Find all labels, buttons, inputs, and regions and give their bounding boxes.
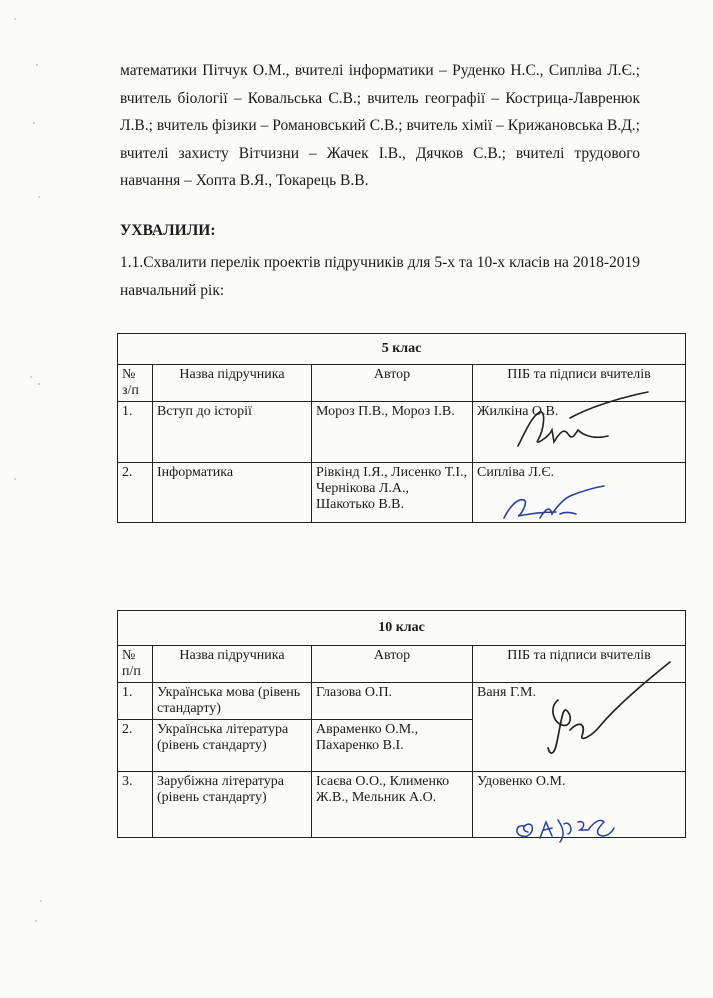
row-title: Вступ до історії: [153, 402, 312, 463]
column-header-teacher: ПІБ та підписи вчителів: [473, 365, 686, 402]
table-row: [118, 463, 686, 523]
table-caption-row: [118, 611, 686, 646]
scan-speck: [35, 920, 37, 922]
scan-speck: [38, 196, 40, 198]
grade-10-table: [117, 610, 686, 838]
row-number: 1.: [118, 402, 153, 463]
column-header-author: Автор: [312, 365, 473, 402]
row-author: Глазова О.П.: [312, 683, 473, 720]
row-teacher: Удовенко О.М.: [473, 772, 686, 838]
scan-speck: [30, 376, 32, 378]
scan-speck: [36, 64, 38, 66]
table-caption-row: [118, 334, 686, 365]
decided-heading: УХВАЛИЛИ:: [120, 222, 216, 239]
row-teacher: Жилкіна О.В.: [473, 402, 686, 463]
table-caption: 5 клас: [118, 334, 686, 365]
table-row: [118, 402, 686, 463]
row-author: Мороз П.В., Мороз І.В.: [312, 402, 473, 463]
scan-speck: [14, 478, 16, 480]
column-header-teacher: ПІБ та підписи вчителів: [473, 646, 686, 683]
column-header-number: № з/п: [118, 365, 153, 402]
scan-speck: [40, 900, 42, 902]
scan-speck: [38, 383, 40, 385]
row-title: Інформатика: [153, 463, 312, 523]
row-teacher: Сипліва Л.Є.: [473, 463, 686, 523]
scan-speck: [33, 122, 35, 124]
scan-speck: [14, 18, 16, 20]
row-number: 1.: [118, 683, 153, 720]
table-caption: 10 клас: [118, 611, 686, 646]
row-author: Ісаєва О.О., Клименко Ж.В., Мельник А.О.: [312, 772, 473, 838]
row-teacher: Ваня Г.М.: [473, 683, 686, 772]
grade-5-table: [117, 333, 686, 523]
row-number: 2.: [118, 463, 153, 523]
table-header-row: [118, 365, 686, 402]
table-header-row: [118, 646, 686, 683]
column-header-number: № п/п: [118, 646, 153, 683]
row-title: Зарубіжна література (рівень стандарту): [153, 772, 312, 838]
column-header-title: Назва підручника: [153, 365, 312, 402]
column-header-title: Назва підручника: [153, 646, 312, 683]
column-header-author: Автор: [312, 646, 473, 683]
row-title: Українська мова (рівень стандарту): [153, 683, 312, 720]
row-number: 2.: [118, 720, 153, 772]
staff-list-paragraph: математики Пітчук О.М., вчителі інформатики – Руденко Н.С., Сипліва Л.Є.; вчитель біології – Ковальська С.В.; вчитель географії – Кострица-Лавренюк Л.В.; вчитель фізики – Романовський С.В.; вчитель хімії – Крижановська В.Д.; вчителі захисту Вітчизни – Жачек І.В., Дячков С.В.; вчителі трудового навчання – Хопта В.Я., Токарець В.В.: [120, 62, 640, 189]
table-row: [118, 683, 686, 720]
decision-paragraph: 1.1.Схвалити перелік проектів підручників для 5-х та 10-х класів на 2018-2019 навчальний рік:: [120, 254, 640, 299]
table-row: [118, 772, 686, 838]
row-author: Авраменко О.М., Пахаренко В.І.: [312, 720, 473, 772]
row-number: 3.: [118, 772, 153, 838]
row-title: Українська література (рівень стандарту): [153, 720, 312, 772]
row-author: Рівкінд І.Я., Лисенко Т.І., Чернікова Л.А., Шакотько В.В.: [312, 463, 473, 523]
